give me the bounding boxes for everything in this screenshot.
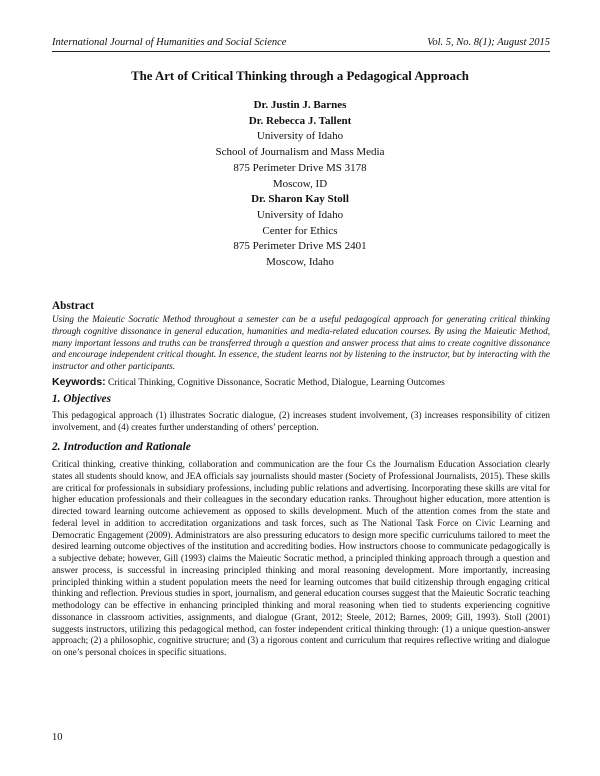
abstract-heading: Abstract [52, 300, 95, 312]
abstract-text: Using the Maieutic Socratic Method throughout a semester can be a useful pedagogical approach for generating critical thinking through cognitive dissonance in general education, humanities and media-related education courses. By using the Maieutic Method, many important lessons and truths can be transferred through a question and answer process that aims to create cognitive dissonance and encourage independent critical thought. In essence, the student learns not by listening to the instructor, but by interacting with the instructor and other participants. [52, 314, 550, 371]
affiliation-line: Center for Ethics [262, 224, 338, 237]
affiliation-line: University of Idaho [256, 208, 344, 221]
affiliation-line: Moscow, ID [272, 177, 328, 190]
header-rule [52, 51, 550, 52]
affiliation-line: 875 Perimeter Drive MS 3178 [233, 161, 367, 174]
running-header [52, 36, 550, 49]
affiliation-line: University of Idaho [256, 130, 344, 143]
section-heading-objectives: 1. Objectives [52, 393, 111, 405]
affiliation-line: School of Journalism and Mass Media [215, 146, 385, 159]
affiliation-line: Moscow, Idaho [266, 256, 334, 269]
paper-title: The Art of Critical Thinking through a Pedagogical Approach [131, 69, 469, 83]
author-name: Dr. Sharon Kay Stoll [251, 193, 349, 206]
keywords [52, 376, 550, 389]
keywords-label: Keywords: [52, 376, 106, 388]
introduction-text: Critical thinking, creative thinking, collaboration and communication are the four Cs the Journalism Education Association clearly states all students should know, and JEA officials say journalists should master (Society of Professional Journalists, 2015). These skills are critical for professionals in subsidiary professions, including public relations and advertising. Incorporating these skills are vital for higher education professionals and their colleagues in the secondary education ranks. Throughout higher education, more attention is directed toward learning outcome achievement as opposed to skills development. Much of the attention comes from the state and federal level in addition to accreditation organizations and task forces, such as The National Task Force on Civic Learning and Democratic Engagement (2009). Administrators are also pressuring educators to design more specific curriculums tailored to meet the desired learning outcome objectives of the institution and accrediting bodies. How instructors choose to communicate pedagogically is a subjective debate; however, Gill (1993) claims the Maieutic Socratic method, a principled thinking approach through a question and answer process, is successful in increasing principled thinking and moral reasoning development. More importantly, increasing principled thinking within a student population meets the need for learning outcomes that build citizenship through engaging critical thinking and reflection. Previous studies in sport, journalism, and general education courses suggest that the Maieutic Socratic teaching methodology can be effective in enhancing principled thinking and moral reasoning when tied to students experiencing cognitive dissonance in classroom activities, assignments, and dialogue (Grant, 2012; Steele, 2012; Barnes, 2009; Gill, 1993). Stoll (2001) suggests instructors, utilizing this pedagogical method, can foster independent critical thinking through: (1) a unique question-answer approach; (2) a philosophic, cognitive structure; and (3) a rigorous content and curriculum that requires reflective writing and dialogue on one’s personal choices in specific situations. [52, 459, 550, 657]
keywords-text: Critical Thinking, Cognitive Dissonance, Socratic Method, Dialogue, Learning Outcomes [108, 378, 445, 388]
author-name: Dr. Rebecca J. Tallent [248, 114, 352, 127]
author-block [0, 98, 600, 271]
journal-name: International Journal of Humanities and Social Science [52, 37, 287, 48]
objectives-text: This pedagogical approach (1) illustrates Socratic dialogue, (2) increases student involvement, (3) increases responsibility of citizen involvement, and (4) creates further understanding of others’ perception. [52, 410, 550, 432]
author-name: Dr. Justin J. Barnes [253, 99, 347, 111]
section-heading-introduction: 2. Introduction and Rationale [52, 441, 191, 453]
page-number: 10 [52, 732, 63, 743]
volume-info: Vol. 5, No. 8(1); August 2015 [427, 37, 550, 48]
affiliation-line: 875 Perimeter Drive MS 2401 [233, 240, 367, 253]
